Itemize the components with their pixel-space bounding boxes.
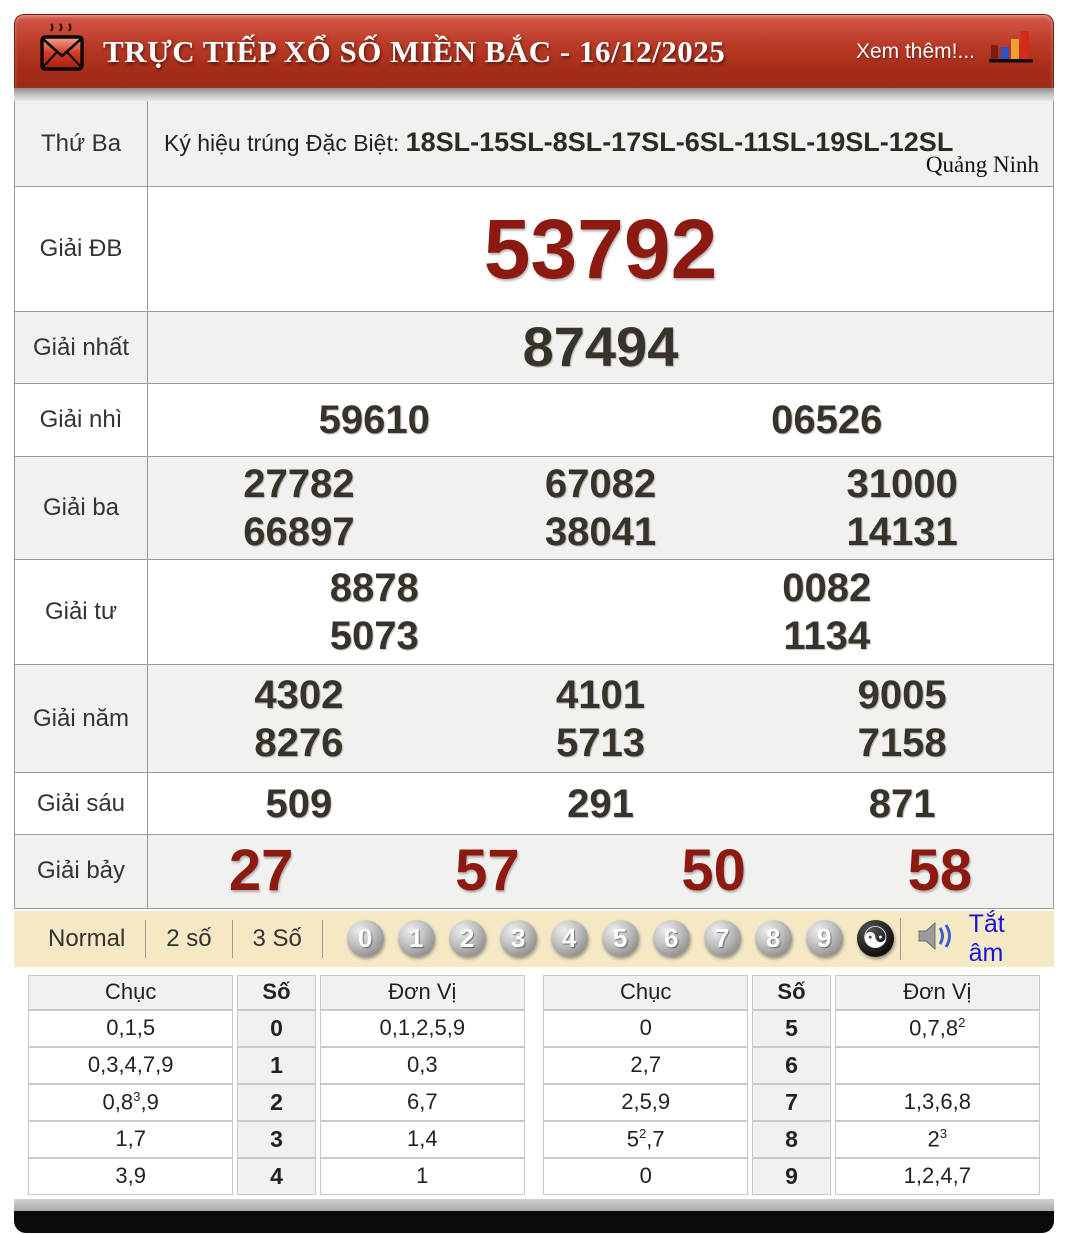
- prize-number: 7158: [857, 720, 947, 765]
- prize-number: 871: [868, 781, 936, 826]
- col-header-donvi: Đơn Vị: [835, 975, 1040, 1010]
- digit-ball-6[interactable]: 6: [653, 920, 690, 957]
- symbol-cell: [148, 101, 1053, 186]
- col-header-so: Số: [752, 975, 830, 1010]
- prize-number: 67082: [544, 462, 657, 506]
- prize-row-2: [15, 383, 1053, 456]
- prize-number: 5073: [329, 614, 419, 658]
- so-cell: 3: [237, 1121, 315, 1158]
- header-shadow-bar: [14, 88, 1054, 101]
- donvi-cell: 0,7,8$^2$: [835, 1010, 1040, 1047]
- so-cell: 1: [237, 1047, 315, 1084]
- col-header-chuc: Chục: [28, 975, 233, 1010]
- donvi-cell: 1: [320, 1158, 525, 1195]
- donvi-cell: $2^3$: [835, 1121, 1040, 1158]
- chuc-cell: 3,9: [28, 1158, 233, 1195]
- prize-label: Giải ĐB: [15, 187, 148, 311]
- page-title: TRỰC TIẾP XỔ SỐ MIỀN BẮC - 16/12/2025: [103, 33, 726, 69]
- table-row: [543, 1084, 1040, 1121]
- digit-ball-4[interactable]: 4: [551, 920, 588, 957]
- see-more-link[interactable]: Xem thêm!...: [855, 39, 975, 63]
- prize-label: Giải năm: [15, 665, 148, 772]
- controls-bar: [14, 911, 1054, 967]
- mute-toggle[interactable]: [894, 910, 1030, 968]
- digit-ball-3[interactable]: 3: [500, 920, 537, 957]
- prize-label: Giải ba: [15, 457, 148, 559]
- table-row: [28, 1158, 525, 1195]
- prize-number: 50: [681, 838, 746, 903]
- chuc-cell: 2,5,9: [543, 1084, 748, 1121]
- province-name: Quảng Ninh: [925, 152, 1039, 177]
- donvi-cell: 0,3: [320, 1047, 525, 1084]
- prize-label: Giải sáu: [15, 773, 148, 834]
- prize-row-1: [15, 311, 1053, 383]
- divider: [900, 918, 901, 960]
- prize-row-symbol: [15, 101, 1053, 186]
- prize-label: Giải bảy: [15, 835, 148, 908]
- chuc-cell: 0: [543, 1010, 748, 1047]
- prize-label: Giải nhì: [15, 384, 148, 456]
- digit-ball-1[interactable]: 1: [398, 920, 435, 957]
- table-row: [28, 1010, 525, 1047]
- prize-number: 1134: [783, 614, 871, 658]
- chuc-cell: $5^2,7$: [543, 1121, 748, 1158]
- prize-number: 509: [265, 781, 333, 826]
- so-cell: 9: [752, 1158, 830, 1195]
- table-row: [543, 1047, 1040, 1084]
- donvi-cell: [835, 1047, 1040, 1084]
- prize-number: 9005: [857, 672, 947, 717]
- digit-ball-9[interactable]: 9: [806, 920, 843, 957]
- prize-number: 57: [455, 838, 520, 903]
- so-cell: 7: [752, 1084, 830, 1121]
- mode-button-normal[interactable]: Normal: [48, 924, 126, 952]
- chuc-cell: 2,7: [543, 1047, 748, 1084]
- prize-number: 27: [228, 838, 294, 903]
- prize-number: 87494: [522, 315, 679, 379]
- col-header-so: Số: [237, 975, 315, 1010]
- so-cell: 0: [237, 1010, 315, 1047]
- prize-row-7: [15, 834, 1053, 908]
- prize-row-db: [15, 186, 1053, 311]
- header-bar: [14, 14, 1054, 88]
- prize-number: 59610: [318, 398, 430, 442]
- prize-number: 8276: [254, 720, 344, 765]
- so-cell: 6: [752, 1047, 830, 1084]
- prize-number: 4101: [556, 672, 645, 717]
- donvi-cell: 1,3,6,8: [835, 1084, 1040, 1121]
- symbol-label: Ký hiệu trúng Đặc Biệt:: [164, 129, 406, 156]
- col-header-chuc: Chục: [543, 975, 748, 1010]
- envelope-icon: [39, 23, 89, 81]
- prize-row-6: [15, 772, 1053, 834]
- stats-table-left: [24, 975, 529, 1195]
- prize-number: 8878: [329, 566, 419, 610]
- bar-chart-icon[interactable]: [989, 27, 1037, 76]
- mode-button-2so[interactable]: 2 số: [166, 924, 212, 952]
- prize-label: Giải nhất: [15, 312, 148, 383]
- so-cell: 4: [237, 1158, 315, 1195]
- prize-number: 5713: [556, 720, 645, 765]
- table-row: [543, 1121, 1040, 1158]
- donvi-cell: 1,2,4,7: [835, 1158, 1040, 1195]
- yin-yang-icon[interactable]: ☯: [857, 920, 894, 957]
- prize-row-3: [15, 456, 1053, 559]
- chuc-cell: 1,7: [28, 1121, 233, 1158]
- stats-table-right: [539, 975, 1044, 1195]
- speaker-icon: [917, 920, 959, 957]
- prize-label: Giải tư: [15, 560, 148, 664]
- prize-row-4: [15, 559, 1053, 664]
- prize-number: 58: [907, 838, 973, 903]
- col-header-donvi: Đơn Vị: [320, 975, 525, 1010]
- prize-number: 291: [567, 781, 634, 826]
- digit-ball-0[interactable]: 0: [347, 920, 384, 957]
- digit-stats-section: [24, 975, 1044, 1195]
- footer-gray-bar: [14, 1199, 1054, 1211]
- table-row: [28, 1084, 525, 1121]
- chuc-cell: $0,8^3,9$: [28, 1084, 233, 1121]
- mute-label: Tắt âm: [968, 909, 1005, 967]
- table-row: [28, 1047, 525, 1084]
- prize-number: 06526: [771, 398, 883, 442]
- donvi-cell: 6,7: [320, 1084, 525, 1121]
- lottery-widget: [14, 14, 1054, 1233]
- prize-number: 0082: [782, 566, 872, 610]
- prize-number: 4302: [254, 672, 344, 717]
- prize-number: 14131: [846, 510, 958, 554]
- symbol-value: 18SL-15SL-8SL-17SL-6SL-11SL-19SL-12SL: [405, 126, 954, 157]
- so-cell: 2: [237, 1084, 315, 1121]
- so-cell: 8: [752, 1121, 830, 1158]
- digit-ball-2[interactable]: 2: [449, 920, 486, 957]
- results-table: [14, 101, 1054, 909]
- prize-number: 38041: [544, 510, 657, 554]
- donvi-cell: 1,4: [320, 1121, 525, 1158]
- chuc-cell: 0: [543, 1158, 748, 1195]
- digit-ball-8[interactable]: 8: [755, 920, 792, 957]
- chuc-cell: 0,1,5: [28, 1010, 233, 1047]
- digit-ball-7[interactable]: 7: [704, 920, 741, 957]
- digit-ball-5[interactable]: 5: [602, 920, 639, 957]
- prize-number: 27782: [243, 462, 355, 506]
- day-label: Thứ Ba: [15, 101, 148, 186]
- divider: [322, 920, 323, 958]
- chuc-cell: 0,3,4,7,9: [28, 1047, 233, 1084]
- mode-button-3so[interactable]: 3 Số: [252, 924, 302, 952]
- prize-number: 66897: [243, 510, 355, 554]
- so-cell: 5: [752, 1010, 830, 1047]
- prize-row-5: [15, 664, 1053, 772]
- table-row: [28, 1121, 525, 1158]
- donvi-cell: 0,1,2,5,9: [320, 1010, 525, 1047]
- table-row: [543, 1010, 1040, 1047]
- digit-balls: [347, 920, 894, 957]
- footer-black-bar: [14, 1211, 1054, 1233]
- table-row: [543, 1158, 1040, 1195]
- prize-number: 53792: [483, 201, 718, 296]
- prize-number: 31000: [846, 462, 958, 506]
